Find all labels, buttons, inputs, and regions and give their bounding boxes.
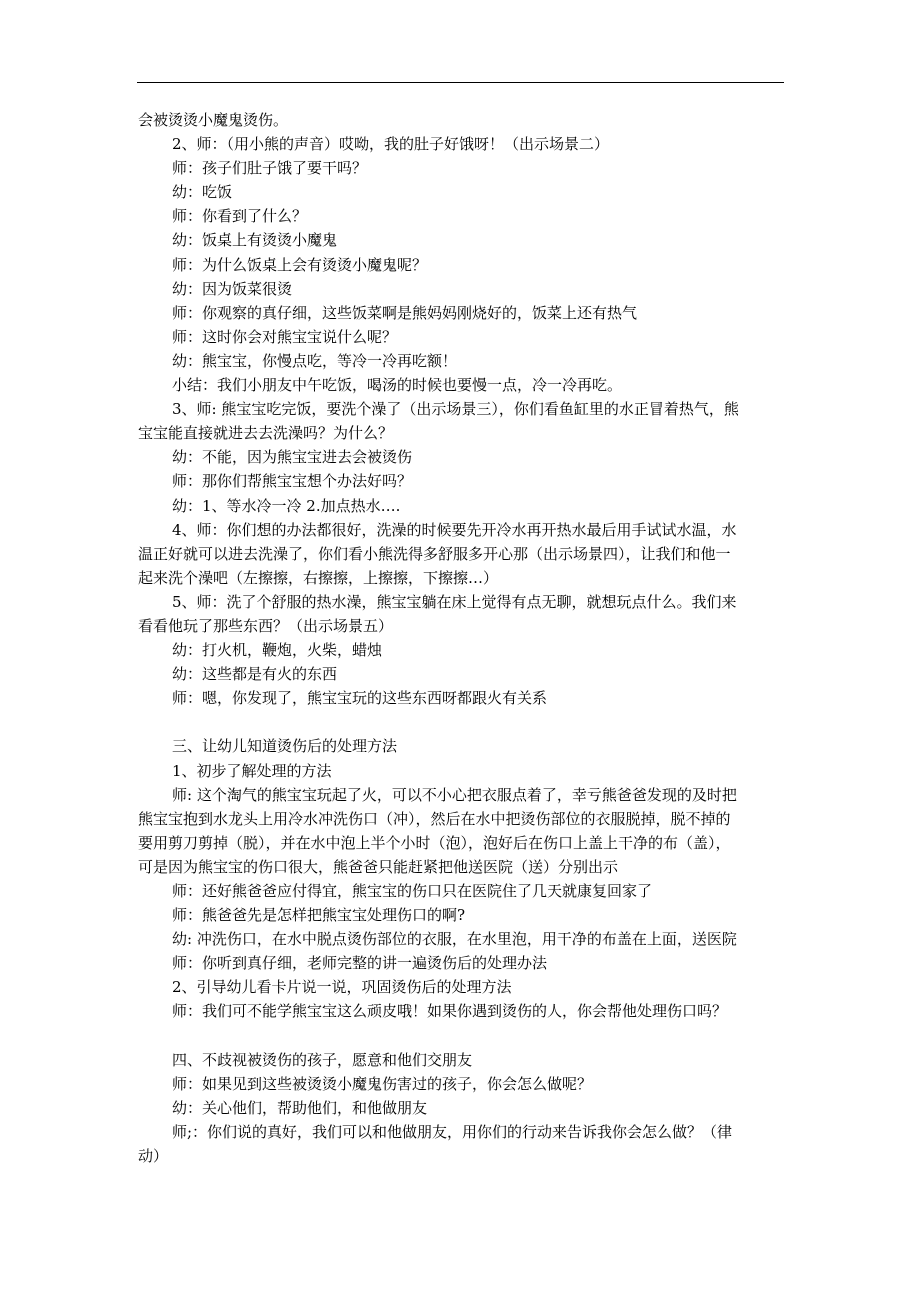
- text-line: 幼：不能，因为熊宝宝进去会被烫伤: [172, 448, 413, 467]
- text-line: 温正好就可以进去洗澡了，你们看小熊洗得多舒服多开心那（出示场景四），让我们和他一: [138, 544, 731, 563]
- text-line: 2、师：（用小熊的声音）哎呦，我的肚子好饿呀！（出示场景二）: [172, 135, 610, 154]
- text-line: 幼：吃饭: [172, 183, 233, 202]
- text-line: 熊宝宝抱到水龙头上用冷水冲洗伤口（冲），然后在水中把烫伤部位的衣服脱掉，脱不掉的: [138, 809, 731, 828]
- text-line: 师: 这个淘气的熊宝宝玩起了火，可以不小心把衣服点着了，幸亏熊爸爸发现的及时把: [172, 785, 737, 804]
- text-line: 5、师：洗了个舒服的热水澡，熊宝宝躺在床上觉得有点无聊，就想玩点什么。我们来: [172, 592, 737, 611]
- text-line: 师：那你们帮熊宝宝想个办法好吗？: [172, 472, 413, 491]
- text-line: 师：嗯，你发现了，熊宝宝玩的这些东西呀都跟火有关系: [172, 689, 548, 708]
- text-line: 幼：熊宝宝，你慢点吃，等冷一冷再吃额！: [172, 351, 458, 370]
- blank-line: [138, 1024, 784, 1048]
- text-line: 小结：我们小朋友中午吃饭，喝汤的时候也要慢一点，冷一冷再吃。: [172, 376, 623, 395]
- text-line: 可是因为熊宝宝的伤口很大，熊爸爸只能赶紧把他送医院（送）分别出示: [138, 857, 619, 876]
- text-line: 2、引导幼儿看卡片说一说，巩固烫伤后的处理方法: [172, 978, 512, 997]
- text-line: 师：如果见到这些被烫烫小魔鬼伤害过的孩子，你会怎么做呢？: [172, 1074, 593, 1093]
- text-line: 要用剪刀剪掉（脱），并在水中泡上半个小时（泡），泡好后在伤口上盖上干净的布（盖），: [138, 833, 731, 852]
- text-line: 起来洗个澡吧（左擦擦，右擦擦，上擦擦，下擦擦…）: [138, 568, 499, 587]
- text-line: 师：你看到了什么？: [172, 207, 308, 226]
- text-line: 幼：打火机，鞭炮，火柴，蜡烛: [172, 641, 383, 660]
- text-line: 师：这时你会对熊宝宝说什么呢？: [172, 327, 398, 346]
- text-line: 动）: [138, 1147, 169, 1166]
- text-line: 1、初步了解处理的方法: [172, 761, 332, 780]
- text-line: 师：你听到真仔细，老师完整的讲一遍烫伤后的处理办法: [172, 954, 548, 973]
- text-line: 幼: 冲洗伤口，在水中脱点烫伤部位的衣服，在水里泡，用干净的布盖在上面，送医院: [172, 930, 737, 949]
- text-line: 师：熊爸爸先是怎样把熊宝宝处理伤口的啊?: [172, 906, 466, 925]
- text-line: 会被烫烫小魔鬼烫伤。: [138, 111, 289, 129]
- text-line: 幼：关心他们，帮助他们，和他做朋友: [172, 1098, 428, 1117]
- text-line: 宝宝能直接就进去去洗澡吗？为什么？: [138, 424, 394, 443]
- text-line: 师：孩子们肚子饿了要干吗？: [172, 159, 368, 178]
- text-line: 三、让幼儿知道烫伤后的处理方法: [172, 737, 398, 756]
- header-rule: [137, 82, 784, 83]
- text-line: 幼：饭桌上有烫烫小魔鬼: [172, 231, 338, 250]
- text-line: 4、师：你们想的办法都很好，洗澡的时候要先开冷水再开热水最后用手试试水温，水: [172, 520, 737, 539]
- document-body: [138, 108, 784, 1168]
- blank-line: [138, 710, 784, 734]
- text-line: 师;：你们说的真好，我们可以和他做朋友，用你们的行动来告诉我你会怎么做？（律: [172, 1122, 733, 1141]
- text-line: 3、师: 熊宝宝吃完饭，要洗个澡了（出示场景三），你们看鱼缸里的水正冒着热气，熊: [172, 400, 739, 419]
- text-line: 幼：1、等水冷一冷 2.加点热水….: [172, 496, 401, 515]
- text-line: 幼：因为饭菜很烫: [172, 279, 293, 298]
- text-line: 师：你观察的真仔细，这些饭菜啊是熊妈妈刚烧好的，饭菜上还有热气: [172, 303, 638, 322]
- text-line: 看看他玩了那些东西？（出示场景五）: [138, 616, 394, 635]
- text-line: 四、不歧视被烫伤的孩子，愿意和他们交朋友: [172, 1050, 473, 1069]
- text-line: 幼：这些都是有火的东西: [172, 665, 338, 684]
- text-line: 师：还好熊爸爸应付得宜，熊宝宝的伤口只在医院住了几天就康复回家了: [172, 882, 653, 900]
- text-line: 师：我们可不能学熊宝宝这么顽皮哦！如果你遇到烫伤的人，你会帮他处理伤口吗？: [172, 1002, 728, 1021]
- text-line: 师：为什么饭桌上会有烫烫小魔鬼呢？: [172, 255, 428, 274]
